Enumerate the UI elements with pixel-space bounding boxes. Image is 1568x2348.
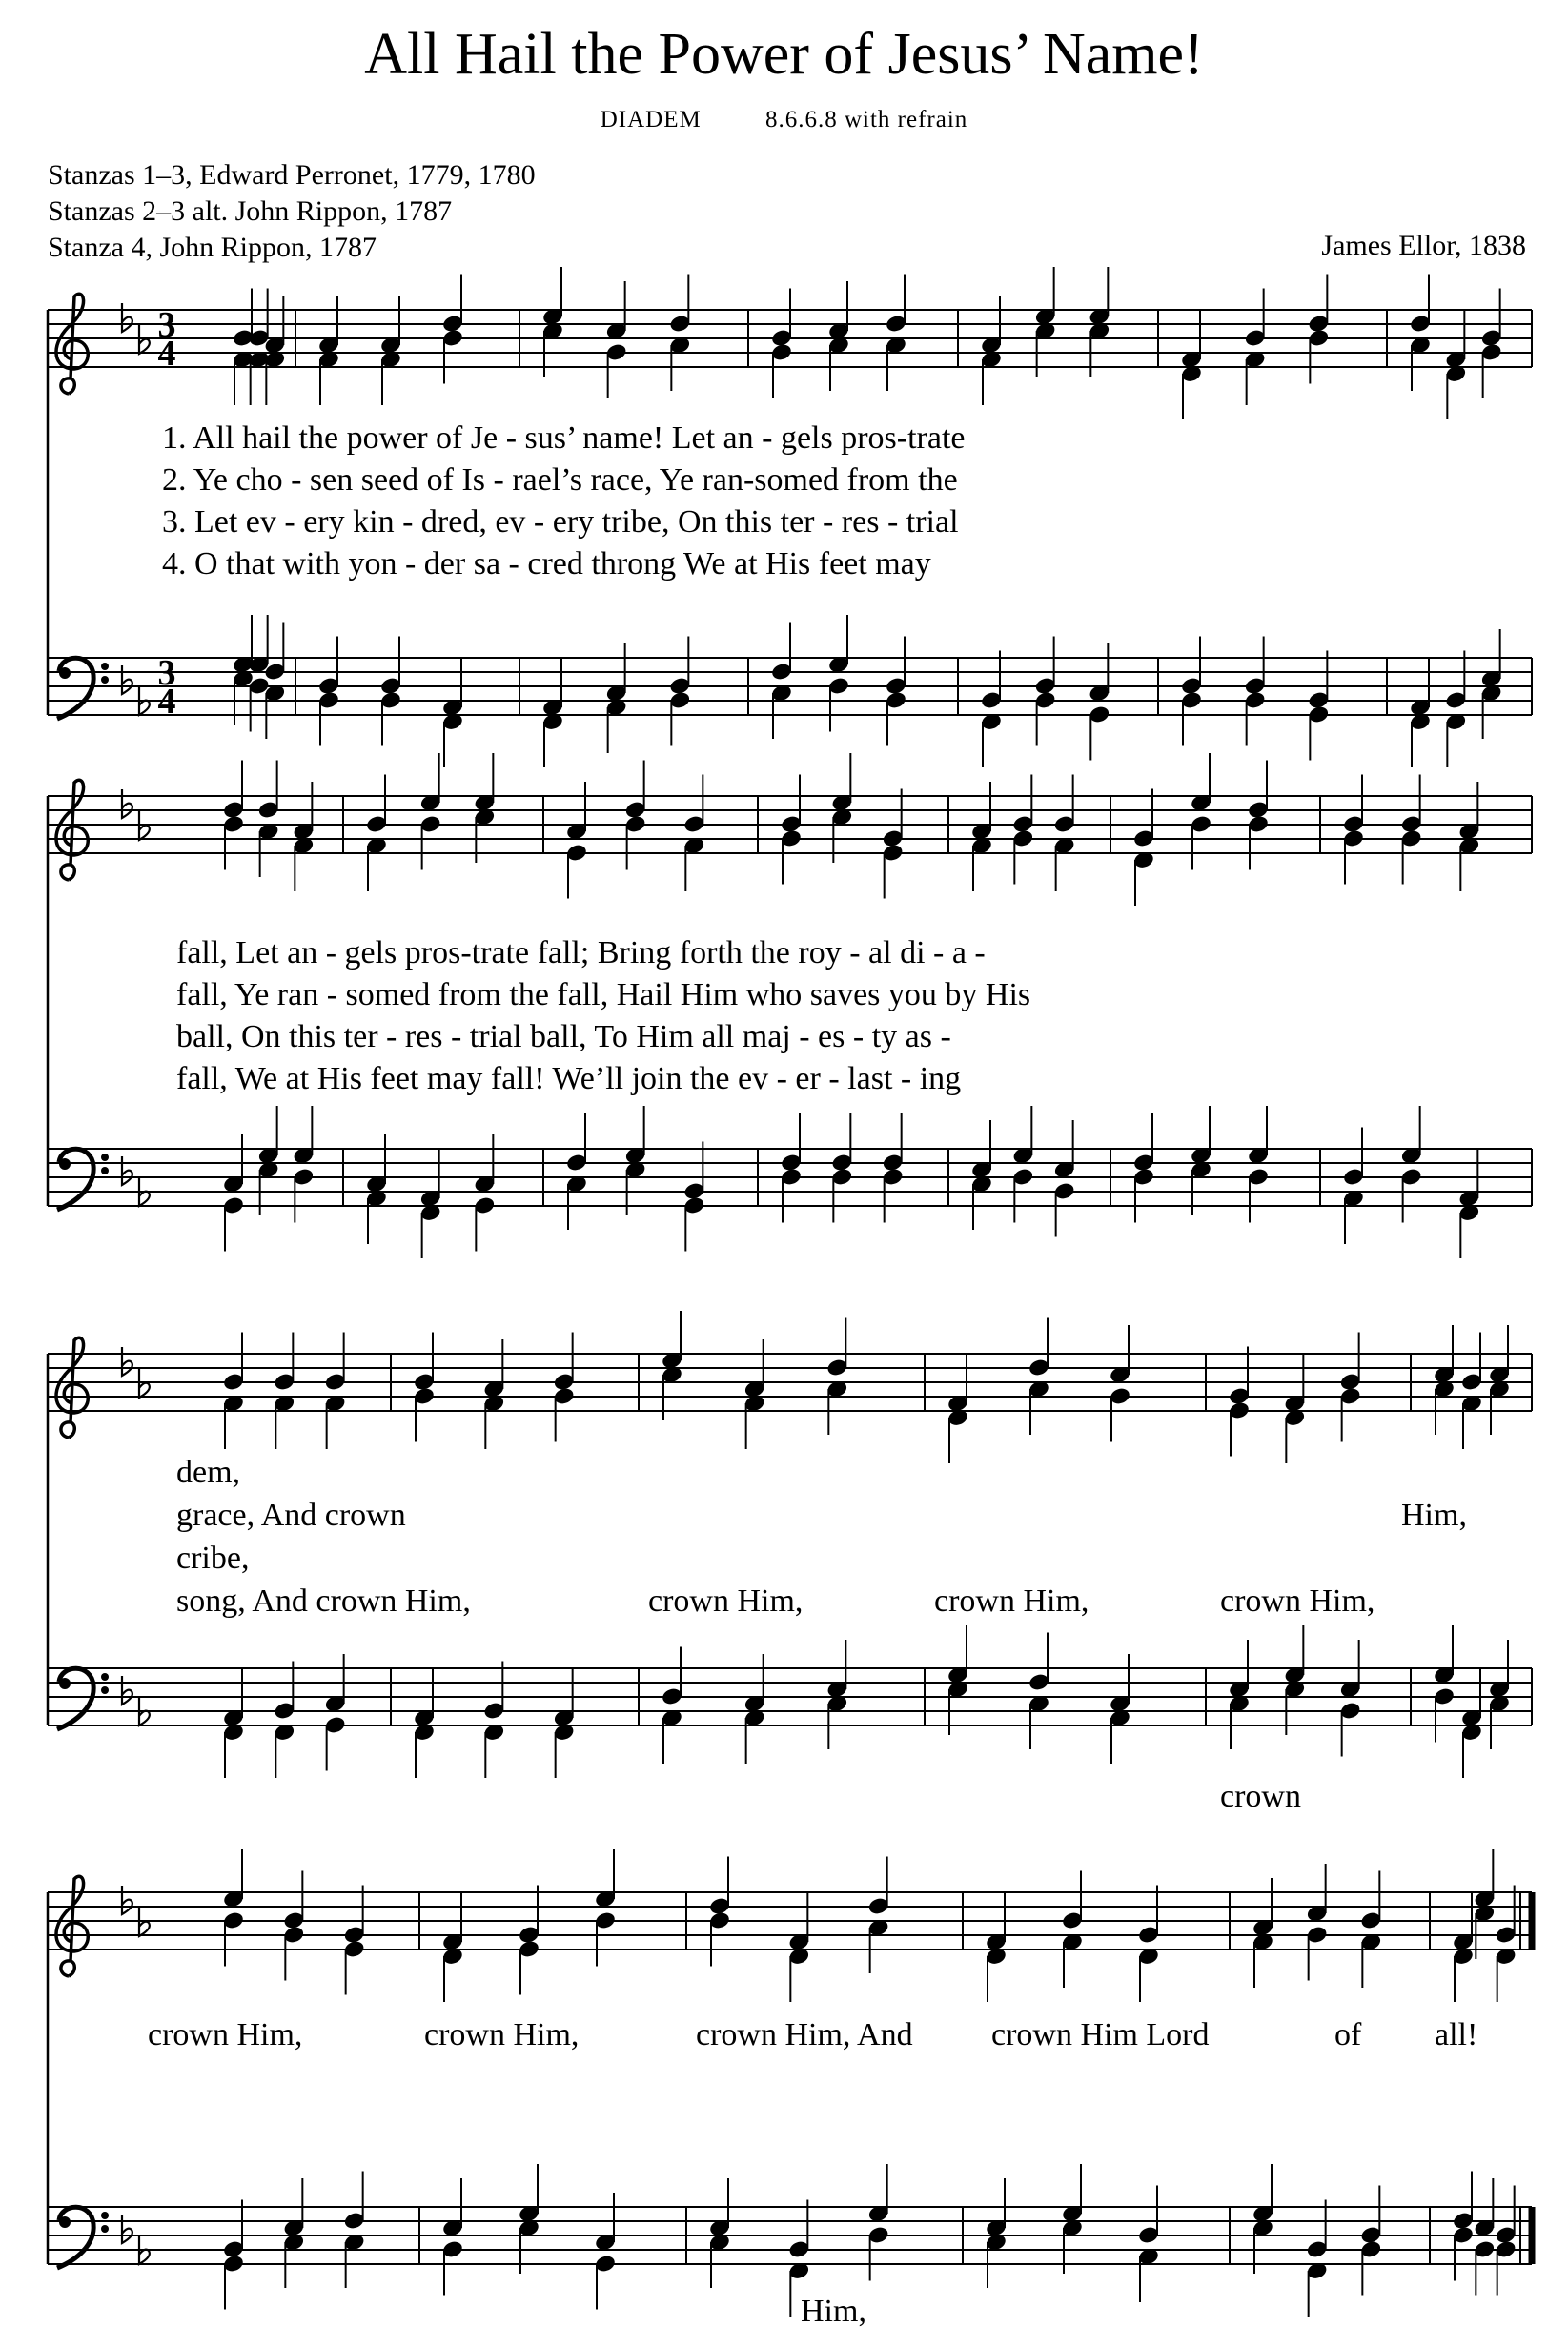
lyric-line: crown Him, <box>148 2017 303 2052</box>
flat-sign <box>122 1886 132 1914</box>
bass-clef-dot <box>59 667 71 679</box>
lyric-line: crown <box>1220 1779 1301 1814</box>
time-signature: 4 <box>157 334 176 374</box>
hymn-title: All Hail the Power of Jesus’ Name! <box>364 22 1204 87</box>
bass-clef-dot <box>59 1158 71 1170</box>
bass-clef-dot <box>101 2225 109 2233</box>
time-signature: 3 <box>157 305 176 345</box>
lyric-line: ball, On this ter - res - trial ball, To Him all maj - es - ty as - <box>176 1019 951 1054</box>
credit-line: Stanza 4, John Rippon, 1787 <box>48 232 377 263</box>
bass-clef-dot <box>101 676 109 684</box>
lyric-line: crown Him, <box>648 1583 804 1619</box>
lyric-line: of <box>1334 2017 1362 2052</box>
bass-clef-dot <box>101 2212 109 2219</box>
bass-clef-dot <box>101 1673 109 1681</box>
credit-line: Stanzas 2–3 alt. John Rippon, 1787 <box>48 195 453 227</box>
lyric-line: fall, We at His feet may fall! We’ll join the ev - er - last - ing <box>176 1061 962 1096</box>
lyric-line: crown Him, And <box>696 2017 913 2052</box>
lyric-line: crown Him, <box>934 1583 1089 1619</box>
lyric-line: all! <box>1435 2017 1478 2052</box>
credit-line: Stanzas 1–3, Edward Perronet, 1779, 1780 <box>48 159 536 191</box>
flat-sign <box>122 1347 132 1376</box>
lyric-line: Him, <box>1401 1498 1467 1533</box>
lyric-line: fall, Ye ran - somed from the fall, Hail Him who saves you by His <box>176 977 1031 1012</box>
bass-clef-dot <box>101 1154 109 1161</box>
lyric-line: crown Him, <box>1220 1583 1375 1619</box>
time-signature: 4 <box>157 682 176 722</box>
lyric-line: crown Him Lord <box>991 2017 1210 2052</box>
lyric-line: 4. O that with yon - der sa - cred throng We at His feet may <box>162 546 931 582</box>
bass-clef-dot <box>101 1686 109 1694</box>
lyric-line: cribe, <box>176 1541 250 1576</box>
lyric-line: crown Him, <box>424 2017 580 2052</box>
flat-sign <box>122 665 132 694</box>
bass-clef-dot <box>59 1678 71 1689</box>
lyric-line: dem, <box>176 1455 241 1490</box>
time-signature: 3 <box>157 653 176 693</box>
lyric-line: 1. All hail the power of Je - sus’ name! Let an - gels pros-trate <box>162 420 966 456</box>
bass-clef <box>57 1668 93 1729</box>
tune-meter: 8.6.6.8 with refrain <box>764 107 968 133</box>
lyric-line: 3. Let ev - ery kin - dred, ev - ery tribe, On this ter - res - trial <box>162 504 959 540</box>
tune-name: DIADEM <box>600 107 702 133</box>
bass-clef <box>57 2207 93 2268</box>
flat-sign <box>122 303 132 332</box>
bass-clef-dot <box>101 663 109 670</box>
flat-sign <box>122 2215 132 2243</box>
bass-clef <box>57 658 93 719</box>
flat-sign <box>122 1156 132 1185</box>
bass-clef-dot <box>101 1167 109 1174</box>
lyric-line: grace, And crown <box>176 1498 406 1533</box>
flat-sign <box>122 789 132 818</box>
bass-clef <box>57 1149 93 1210</box>
lyric-line: fall, Let an - gels pros-trate fall; Bring forth the roy - al di - a - <box>176 935 986 970</box>
bass-clef-dot <box>59 2216 71 2228</box>
composer-credit: James Ellor, 1838 <box>1321 230 1526 261</box>
lyric-line: Him, <box>801 2294 866 2329</box>
flat-sign <box>122 1676 132 1705</box>
lyric-line: 2. Ye cho - sen seed of Is - rael’s race, Ye ran-somed from the <box>162 462 958 498</box>
lyric-line: song, And crown Him, <box>176 1583 471 1619</box>
